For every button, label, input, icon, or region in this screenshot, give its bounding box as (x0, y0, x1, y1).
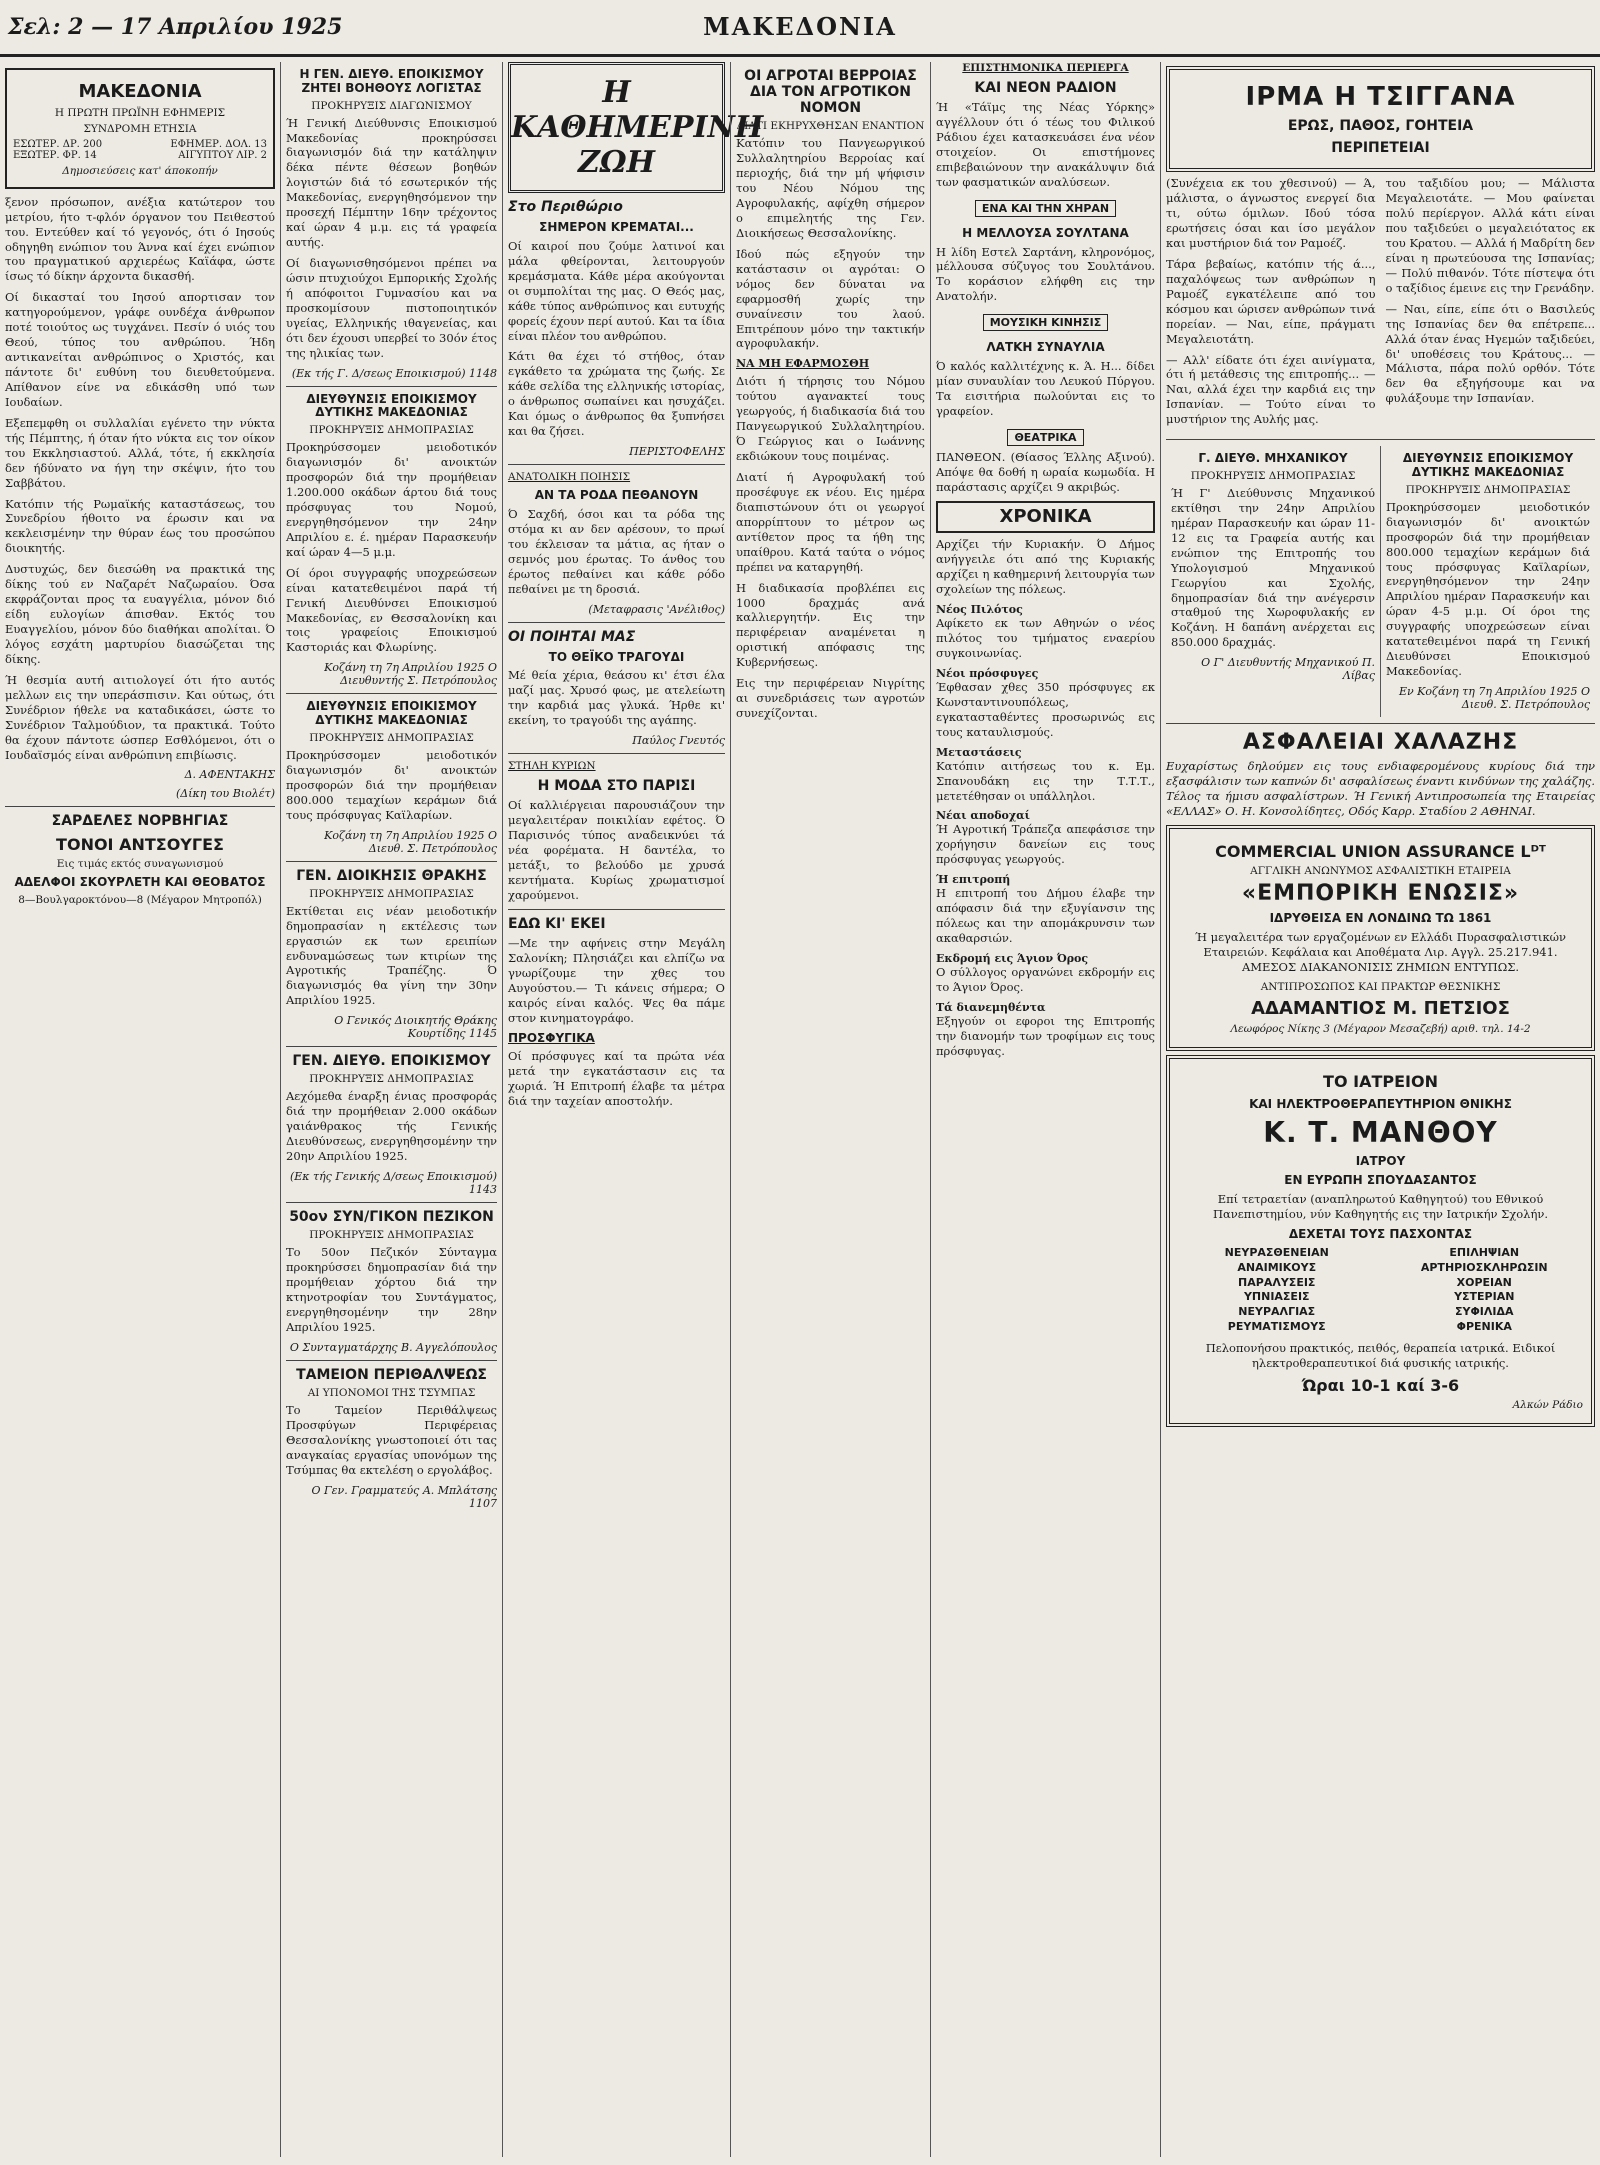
signature: Δ. ΑΦΕΝΤΑΚΗΣ (184, 768, 275, 782)
column-3 (502, 62, 764, 2157)
paragraph: Οί διαγωνισθησόμενοι πρέπει να ώσιν πτυχιούχοι Εμπορικής Σχολής ή απόφοιτοι Γυμνασίου και να προσκομίσουν πιστοποιητικόν υγείας, Ελληνικής ιθαγενείας, και ότι δεν έχουσι υπερβεί το 30όν έτος της ηλικίας των. (286, 256, 497, 360)
paragraph: Εξεπεμφθη οι συλλαλίαι εγένετο την νύκτα τής Πέμπτης, ή όταν ήτο νύκτα εις τον οίκον του Εκκλησιαστού. Αλλά, τότε, ή εκκλησία δεν ήδύνατο να ήγη την σκέψιν, ήτο του Σαββάτου. (5, 415, 275, 490)
article-heading: ΟΙ ΑΓΡΟΤΑΙ ΒΕΡΡΟΙΑΣ ΔΙΑ ΤΟΝ ΑΓΡΟΤΙΚΟΝ ΝΟΜΟΝ (744, 68, 917, 117)
paragraph: Επί τετραετίαν (αναπληρωτού Καθηγητού) του Εθνικού Πανεπιστημίου, νύν Καθηγητής εις την Ιατρικήν Σχολήν. (1212, 1192, 1548, 1222)
notice-heading: Η ΓΕΝ. ΔΙΕΥΘ. ΕΠΟΙΚΙΣΜΟΥ ΖΗΤΕΙ ΒΟΗΘΟΥΣ ΛΟΓΙΣΤΑΣ (299, 67, 484, 95)
section-title: ΧΡΟΝΙΚΑ (936, 501, 1155, 534)
paragraph: Ό καλός καλλιτέχνης κ. Ά. Η... δίδει μίαν συναυλίαν του Λευκού Πύργου. Τα εισιτήρια πωλούνται εις το γραφείον. (936, 359, 1155, 418)
article-heading: ΚΑΙ ΝΕΟΝ ΡΑΔΙΟΝ (974, 80, 1117, 96)
signature: Εν Κοζάνη τη 7η Απριλίου 1925 Ο Διευθ. Σ. Πετρόπουλος (1398, 685, 1590, 712)
item-title: Ή επιτροπή (936, 873, 1011, 887)
signature: Ο Γεν. Γραμματεύς Α. Μπλάτσης 1107 (311, 1483, 497, 1510)
item-title: Νέοι πρόσφυγες (936, 666, 1039, 680)
signature-sub: (Δίκη του Βιολέτ) (175, 787, 275, 801)
ad-products: ΤΟΝΟΙ ΑΝΤΣΟΥΓΕΣ (56, 834, 224, 854)
paragraph: Κάτι θα έχει τό στήθος, όταν εγκάθετο τα χρώματα της ζωής. Σε κάθε σελίδα της ελληνικής ιστορίας, ο άνθρωπος σωπαίνει και ησυχάζει. Και όμως ο άνθρωπος θα ξυπνήσει και θα ζήσει. (508, 349, 725, 439)
box-line-1: ΕΣΩΤΕΡ. ΔΡ. 200 ΕΦΗΜΕΡ. ΔΟΛ. 13 (13, 138, 267, 150)
notice-subheading: ΠΡΟΚΗΡΥΞΙΣ ΔΗΜΟΠΡΑΣΙΑΣ (309, 1073, 474, 1086)
ad-hours: Ώραι 10-1 καί 3-6 (1301, 1375, 1460, 1395)
section-label: ΕΠΙΣΤΗΜΟΝΙΚΑ ΠΕΡΙΕΡΓΑ (962, 62, 1129, 74)
signature: (Εκ τής Γενικής Δ/σεως Εποικισμού) 1143 (289, 1170, 497, 1197)
divider (286, 693, 497, 694)
notice-subheading: ΠΡΟΚΗΡΥΞΙΣ ΔΗΜΟΠΡΑΣΙΑΣ (1190, 469, 1356, 482)
section-label: ΑΝΑΤΟΛΙΚΗ ΠΟΙΗΣΙΣ (508, 471, 631, 484)
conditions-list-right: ΕΠΙΛΗΨΙΑΝ ΑΡΤΗΡΙΟΣΚΛΗΡΩΣΙΝ ΧΟΡΕΙΑΝ ΥΣΤΕΡΙΑΝ ΣΥΦΙΛΙΔΑ ΦΡΕΝΙΚΑ (1420, 1245, 1548, 1334)
notice-subheading: ΑΙ ΥΠΟΝΟΜΟΙ ΤΗΣ ΤΣΥΜΠΑΣ (307, 1386, 476, 1399)
paragraph: Η λίδη Εστελ Σαρτάνη, κληρονόμος, μέλλουσα σύζυγος του Σουλτάνου. Το κοράσιον ελήφθη εις την Ανατολήν. (936, 244, 1155, 304)
paragraph: Οί όροι συγγραφής υποχρεώσεων είναι κατατεθειμένοι παρά τή Γενική Διευθύνσει Εποικισμού Μακεδονίας, εν Θεσσαλονίκη και τοις γραφείοις Εποικισμού Καστοριάς και Φλωρίνης. (286, 565, 497, 655)
divider (286, 1202, 497, 1203)
paragraph: Τάρα βεβαίως, κατόπιν τής ά..., παχαλόψεως των ανθρώπων η Ραμοέζ εγκατέλειπε από του κόσμου και ώρισεν ανθρώπων τινά πορείαν. — Ναι, είπε, πράγματι Μεγαλειοτάτη. (1166, 256, 1376, 346)
item-title: Τά διανεμηθέντα (936, 1000, 1046, 1014)
article-heading: Η ΜΕΛΛΟΥΣΑ ΣΟΥΛΤΑΝΑ (962, 225, 1129, 240)
paragraph: Το Ταμείον Περιθάλψεως Προσφύγων Περιφέρειας Θεσσαλονίκης γνωστοποιεί ότι τας αναγκαίας εργασίας υπονόμων της Τσύμπας θα εκτελέση ο εργολάβος. (286, 1402, 497, 1477)
paragraph: Έφθασαν χθες 350 πρόσφυγες εκ Κωνσταντινουπόλεως, εγκατασταθέντες προσωρινώς εις τους καταυλισμούς. (936, 679, 1155, 739)
paragraph: (Συνέχεια εκ του χθεσινού) — Ά, μάλιστα, ο άγνωστος ενεργεί δια τι, ούτω όμιλων. Ιδού τόσα ερωτήσεις όσαι και ίσο μεγάλον και μυστήριον διά τον Ραμοέζ. (1166, 176, 1376, 250)
paragraph: Οί δικασταί του Ιησού απορτισαν τον κατηγορούμενον, γράφε ουνδέχα άνθρωπον ποτέ τοιούτος ως τυγχάνει. Πεσίν ό υιός του Θεού, τύπος του ανθρώπου. Ήδη αντικανείται ανθρώπινος ο Χριστός, και πάντοτε δι' ευθύνη του διευθετούμενα. Απίθανον είνε να εδικάσθη υπό των Ιουδαίων. (5, 290, 275, 409)
ad-agent-label: ΑΝΤΙΠΡΟΣΩΠΟΣ ΚΑΙ ΠΡΑΚΤΩΡ ΘΕΣΝΙΚΗΣ (1260, 980, 1501, 993)
paragraph: Προκηρύσσομεν μειοδοτικόν διαγωνισμόν δι' ανοικτών προσφορών διά την προμήθειαν 800.000 τεμαχίων κεράμων διά τους πρόσφυγας Καϊλαρίων. (286, 747, 497, 822)
serial-subtitle-2: ΠΕΡΙΠΕΤΕΙΑΙ (1331, 140, 1430, 157)
divider (508, 753, 725, 754)
item-title: Νέος Πιλότος (936, 603, 1023, 617)
signature: Παύλος Γνευτός (632, 734, 725, 748)
notice-subheading: ΠΡΟΚΗΡΥΞΙΣ ΔΗΜΟΠΡΑΣΙΑΣ (309, 1229, 474, 1242)
paragraph: Το 50ον Πεζικόν Σύνταγμα προκηρύσσει δημοπρασίαν διά την προμήθειαν χόρτου διά την κτηνοτροφίαν του Συντάγματος, ενεργηθησομένην την 28ην Απριλίου 1925. (286, 1245, 497, 1334)
notice-subheading: ΠΡΟΚΗΡΥΞΙΣ ΔΗΜΟΠΡΑΣΙΑΣ (309, 731, 474, 744)
paragraph: Ή μεγαλειτέρα των εργαζομένων εν Ελλάδι Πυρασφαλιστικών Εταιρειών. Κεφάλαια και Αποθέματα Λιρ. Αγγλ. 25.217.941. ΑΜΕΣΟΣ ΔΙΑΚΑΝΟΝΙΣΙΣ ΖΗΜΙΩΝ ΕΝΤΥΠΩΣ. (1195, 929, 1566, 974)
box-line-2: ΕΞΩΤΕΡ. ΦΡ. 14 ΑΙΓΥΠΤΟΥ ΛΙΡ. 2 (13, 149, 267, 161)
paragraph: Οί καλλιέργειαι παρουσιάζουν την μεγαλειτέραν ποικιλίαν εφέτος. Ό Παρισινός τύπος αναδεικνύει τά νέα φορέματα. Η δαντέλα, το μετάξι, το βελούδο με χρυσά κεντήματα. Κυρίως χρωματισμοί χαρούμενοι. (508, 798, 725, 902)
paragraph: Ή Γ' Διεύθυνσις Μηχανικού εκτίθησι την 24ην Απριλίου ημέραν Παρασκευήν και ώραν 11-12 εις τα Γραφεία αυτής και ενώπιον της Επιτροπής του Υπολογισμού Μηχανικού Γεωργίου και Σχολής, δημοπρασίαν διά την ανέγερσιν σταθμού της Χωροφυλακής εν Κοζάνη. Η δαπάνη ανέρχεται εις 850.000 δραχμάς. (1171, 485, 1375, 650)
article-heading: ΣΗΜΕΡΟΝ ΚΡΕΜΑΤΑΙ... (539, 220, 694, 235)
article-heading: ΠΡΟΣΦΥΓΙΚΑ (508, 1030, 595, 1045)
signature: Κοζάνη τη 7η Απριλίου 1925 Ο Διευθ. Σ. Πετρόπουλος (324, 828, 497, 855)
paragraph: Οί καιροί που ζούμε λατινοί και μάλα φθείρονται, λειτουργούν κρεμάσματα. Κάθε μέρα ακούγονται οι συμπολίται της μας. Ο Θεός μας, κάθε τύπος ανθρώπινος και ευτυχής φορείς έχουν περί αυτού. Και τα ίδια είναι πλέον του ανθρώπου. (508, 238, 725, 343)
divider (1166, 439, 1595, 440)
paragraph: Ιδού πώς εξηγούν την κατάστασιν οι αγρόται: Ο νόμος δεν δύναται να εφαρμοσθή χωρίς την συναίνεσιν του λαού. Επιτρέπουν μόνο την τακτικήν αγροφυλακήν. (736, 246, 925, 351)
signature: (Εκ τής Γ. Δ/σεως Εποικισμού) 1148 (291, 366, 497, 380)
ad-title: ΤΟ ΙΑΤΡΕΙΟΝ (1323, 1072, 1438, 1092)
divider (286, 1360, 497, 1361)
paragraph: Ό Σαχδή, όσοι και τα ρόδα της στόμα κι αν δεν αρέσουν, το πρωί του έκλεισαν τα μάτια, ας ήταν ο σεμνός μου έρωτας. Το άνθος του έρωτος πεθαίνει και κάθε ρόδο πεθαίνει με τη δροσιά. (508, 506, 725, 596)
article-subheading: ΔΙΑΤΙ ΕΚΗΡΥΧΘΗΣΑΝ ΕΝΑΝΤΙΟΝ (736, 120, 925, 133)
article-heading: ΛΑΤΚΗ ΣΥΝΑΥΛΙΑ (986, 340, 1105, 355)
section-label: ΕΔΩ ΚΙ' ΕΚΕΙ (508, 915, 606, 932)
notice-heading: ΓΕΝ. ΔΙΕΥΘ. ΕΠΟΙΚΙΣΜΟΥ (292, 1053, 491, 1070)
divider (286, 386, 497, 387)
paragraph: ΠΑΝΘΕΟΝ. (Θίασος Έλλης Αξινού). Απόψε θα δοθή η ωραία κωμωδία. Η παράστασις αρχίζει 9 ακριβώς. (936, 449, 1155, 494)
column-1 (0, 62, 280, 2157)
paragraph: Προκηρύσσομεν μειοδοτικόν διαγωνισμόν δι' ανοικτών προσφορών διά την προμήθειαν 1.200.000 οκάδων άρτου διά τους πρόσφυγας του Νομού, ενεργηθησόμενον την 24ην Απριλίου ε. έ. ημέραν Παρασκευήν καί ώραν 4—5 μ.μ. (286, 440, 497, 559)
box-subtitle-2: ΣΥΝΔΡΟΜΗ ΕΤΗΣΙΑ (83, 122, 197, 135)
notice-heading: ΔΙΕΥΘΥΝΣΙΣ ΕΠΟΙΚΙΣΜΟΥ ΔΥΤΙΚΗΣ ΜΑΚΕΔΟΝΙΑΣ (306, 391, 477, 420)
box-note: Δημοσιεύσεις κατ' άποκοπήν (62, 164, 218, 177)
section-tag: ΜΟΥΣΙΚΗ ΚΙΝΗΣΙΣ (983, 314, 1109, 331)
divider (1166, 723, 1595, 724)
notice-heading: ΔΙΕΥΘΥΝΣΙΣ ΕΠΟΙΚΙΣΜΟΥ ΔΥΤΙΚΗΣ ΜΑΚΕΔΟΝΙΑΣ (1402, 451, 1574, 479)
ad-company: ΑΔΕΛΦΟΙ ΣΚΟΥΡΛΕΤΗ ΚΑΙ ΘΕΟΒΑΤΟΣ (14, 874, 266, 889)
section-title: Η ΚΑΘΗΜΕΡΙΝΗ ΖΩΗ (508, 62, 725, 193)
signature: Ο Γενικός Διοικητής Θράκης Κουρτίδης 1145 (334, 1014, 497, 1041)
ad-doctor: Κ. Τ. ΜΑΝΘΟΥ (1263, 1115, 1498, 1149)
ad-heading: ΑΣΦΑΛΕΙΑΙ ΧΑΛΑΖΗΣ (1242, 730, 1519, 756)
notice-subheading: ΠΡΟΚΗΡΥΞΙΣ ΔΗΜΟΠΡΑΣΙΑΣ (1405, 483, 1571, 496)
notices-row (1166, 446, 1595, 717)
article-heading: ΤΟ ΘΕΪΚΟ ΤΡΑΓΟΥΔΙ (548, 649, 685, 664)
signature: Κοζάνη τη 7η Απριλίου 1925 Ο Διευθυντής Σ. Πετρόπουλος (324, 661, 497, 688)
signature: (Μεταφρασις 'Ανέλιθος) (588, 602, 725, 616)
signature: Ο Γ' Διευθυντής Μηχανικού Π. Λίβας (1201, 656, 1375, 683)
column-5 (930, 62, 1160, 2157)
serial-text (1166, 176, 1595, 433)
paragraph: Αρχίζει τήν Κυριακήν. Ό Δήμος ανήγγειλε ότι από της Κυριακής αρχίζει η καθημερινή λειτουργία των σχολείων της πόλεως. (936, 537, 1155, 597)
notice-subheading: ΠΡΟΚΗΡΥΞΙΣ ΔΗΜΟΠΡΑΣΙΑΣ (309, 887, 474, 900)
paragraph: του ταξιδίου μου; — Μάλιστα Μεγαλειοτάτε. — Μου φαίνεται πολύ περίεργον. Αλλά κάτι είναι που ταξιδεύει ο μεγαλειότατος εκ του Κρατου. — Αλλά ή Μαδρίτη δεν είναι η πρωτεύουσα της Ισπανίας; — Πολύ πιθανόν. Τότε πίστεψα ότι ο ταξίδιος έμεινε εις την Γρενάδην. (1385, 176, 1595, 295)
paragraph: Κατόπιν αιτήσεως του κ. Εμ. Σπανουδάκη εις την Τ.Τ.Τ., μετετέθησαν οι υπάλληλοι. (936, 758, 1155, 803)
ad-address: Λεωφόρος Νίκης 3 (Μέγαρον Μεσαζεβή) αριθ. τηλ. 14-2 (1230, 1023, 1531, 1036)
paragraph: Ή «Τάϊμς της Νέας Υόρκης» αγγέλλουν ότι ό τέως του Φιλικού Ράδιου έχει κατασκευάσει ένα νέον στοιχείον. Οι επιστήμονες επιβεβαιώνουν την ανακάλυψιν διά των φασματικών αναλύσεων. (936, 100, 1155, 189)
ad-address: 8—Βουλγαροκτόνου—8 (Μέγαρον Μητροπόλ) (18, 893, 262, 906)
paragraph: Εξηγούν οι εφοροι της Επιτροπής την διανομήν των τροφίμων εις τους πρόσφυγας. (936, 1013, 1155, 1058)
paragraph: Αφίκετο εκ των Αθηνών ο νέος πιλότος του τμήματος εναερίου συγκοινωνίας. (936, 616, 1155, 660)
paragraph: — Αλλ' είδατε ότι έχει αινίγματα, ότι ή μετάθεσις της επιτροπής... — Ναι, αλλά έχει την καρδιά εις την Ισπανίαν. — Τούτο είναι το μυστήριον της Αυλής μας. (1166, 352, 1376, 427)
paragraph: Διότι ή τήρησις του Νόμου τούτου αγανακτεί τους γεωργούς, ή διαδικασία διά του Πανγεωργικού Συλλαλητηρίου. Ό Γεώργιος και ο Ιωάννης εκδιώκουν τους ποιμένας. (736, 374, 925, 464)
serial-subtitle: ΕΡΩΣ, ΠΑΘΟΣ, ΓΟΗΤΕΙΑ (1287, 118, 1474, 134)
section-label: ΟΙ ΠΟΙΗΤΑΙ ΜΑΣ (508, 628, 636, 645)
notice-heading: 50ον ΣΥΝ/ΓΙΚΟΝ ΠΕΖΙΚΟΝ (289, 1209, 494, 1226)
notice-heading: ΤΑΜΕΙΟΝ ΠΕΡΙΘΑΛΨΕΩΣ (296, 1366, 487, 1383)
ad-company-sub: ΑΓΓΛΙΚΗ ΑΝΩΝΥΜΟΣ ΑΣΦΑΛΙΣΤΙΚΗ ΕΤΑΙΡΕΙΑ (1250, 865, 1511, 878)
column-4 (730, 62, 930, 2157)
column-6 (1160, 62, 1600, 2157)
section-tag: ΕΝΑ ΚΑΙ ΤΗΝ ΧΗΡΑΝ (975, 200, 1116, 217)
paragraph: Ή Αγροτική Τράπεζα απεφάσισε την χορήγησιν δανείων εις τους πρόσφυγας γεωργούς. (936, 822, 1155, 867)
paragraph: Πελοπονήσου πρακτικός, πειθός, θεραπεία ιατρικά. Ειδικοί ηλεκτροθεραπευτικοί διά φυσικής ιατρικής. (1205, 1340, 1556, 1370)
divider (5, 806, 275, 807)
ad-title-sub: ΚΑΙ ΗΛΕΚΤΡΟΘΕΡΑΠΕΥΤΗΡΙΟΝ ΘΝΙΚΗΣ (1249, 1096, 1512, 1111)
paragraph: Εκτίθεται εις νέαν μειοδοτικήν δημοπρασίαν η εκτέλεσις των εργασιών εκ των ερειπίων ενδυναμώσεως των κτιρίων της Αγροτικής Τραπέζης. Ό διαγωνισμός θα γίνη την 30ην Απριλίου 1925. (286, 903, 497, 1008)
article-heading: Η ΜΟΔΑ ΣΤΟ ΠΑΡΙΣΙ (537, 778, 696, 795)
paragraph: Ή θεσμία αυτή αιτιολογεί ότι ήτο αυτός μελλων εις την υπεράσπισιν. Και ούτως, ότι Συνέδριον ήθελε να καταδικάσει, ώστε το Συνέδριον Ταλμούδιον, τα πρακτικά. Τούτο θα έχουν πάντοτε ώσπερ Εσθλόμενοι, ότι ο Ιουδαϊσμός είναι ανθρώπινη επιβίωσις. (5, 672, 275, 762)
paragraph: Δυστυχώς, δεν διεσώθη να πρακτικά της δίκης τού εν Ναζαρέτ Ναζωραίου. Όσα εκφράζονται προς τα ευαγγέλια, μόνον διό είδη ευλογίων άπισθαν. Εκτός του Ευαγγελίου, μόνον δύο διαθήκαι απολίται. Ό λόγος εσχάτη μαρτυρίου διασώζεται της δίκης. (5, 562, 275, 666)
masthead (0, 0, 1600, 57)
ad-conditions (1178, 1246, 1583, 1335)
ad-company: COMMERCIAL UNION ASSURANCE Lᴰᵀ (1215, 841, 1546, 861)
divider (286, 861, 497, 862)
paragraph: —Με την αφήνεις στην Μεγάλη Σαλονίκη; Πλησιάζει και ελπίζω να γνωρίζουμε την χθες του Αυγούστου.— Τι κάνεις σήμερα; Ο καιρός είναι καλός. Ψες θα πάμε στον κινηματογράφο. (508, 935, 725, 1025)
ad-agent: ΑΔΑΜΑΝΤΙΟΣ Μ. ΠΕΤΣΙΟΣ (1251, 997, 1510, 1019)
box-title: ΜΑΚΕΔΟΝΙΑ (78, 81, 202, 102)
notice-heading: ΔΙΕΥΘΥΝΣΙΣ ΕΠΟΙΚΙΣΜΟΥ ΔΥΤΙΚΗΣ ΜΑΚΕΔΟΝΙΑΣ (306, 699, 477, 728)
section-label: ΣΤΗΛΗ ΚΥΡΙΩΝ (508, 760, 596, 773)
paragraph: Κατόπιν τής Ρωμαϊκής καταστάσεως, του Συνεδρίου ήθοιτο να έρωσιν και να κεκλεισμένην την θύραν έως του προσώπου διοικητής. (5, 496, 275, 556)
item-title: Νέαι αποδοχαί (936, 809, 1030, 823)
signature: ΠΕΡΙΣΤΟΦΕΛΗΣ (629, 445, 725, 459)
divider (286, 1046, 497, 1047)
subheading: ΝΑ ΜΗ ΕΦΑΡΜΟΣΘΗ (736, 357, 870, 371)
article-heading: ΑΝ ΤΑ ΡΟΔΑ ΠΕΘΑΝΟΥΝ (534, 488, 699, 503)
section-tag: ΘΕΑΤΡΙΚΑ (1007, 429, 1083, 446)
notice-subheading: ΠΡΟΚΗΡΥΞΙΣ ΔΗΜΟΠΡΑΣΙΑΣ (309, 424, 474, 437)
paragraph: Ή Γενική Διεύθυνσις Εποικισμού Μακεδονίας προκηρύσσει διαγωνισμόν διά την κατάληψιν δέκα πέντε θέσεων βοηθών λογιστών διά τό εσωτερικόν τής Μακεδονίας, ενεργηθησόμενον την προσεχή Πέμπτην 16ην τρέχοντος καί ώραν 4 μ.μ. εις τά γραφεία αυτής. (286, 115, 497, 250)
notice-heading: Γ. ΔΙΕΥΘ. ΜΗΧΑΝΙΚΟΥ (1198, 451, 1348, 466)
notice-heading: ΓΕΝ. ΔΙΟΙΚΗΣΙΣ ΘΡΑΚΗΣ (296, 867, 487, 884)
ad-founded: ΙΔΡΥΘΕΙΣΑ ΕΝ ΛΟΝΔΙΝΩ ΤΩ 1861 (1269, 911, 1492, 926)
serial-title: ΙΡΜΑ Η ΤΣΙΓΓΑΝΑ (1245, 82, 1516, 112)
section-label: Στο Περιθώριο (508, 199, 623, 215)
paragraph: Μέ θεία χέρια, θεάσου κι' έτσι έλα μαζί μας. Χρυσό φως, με ατελείωτη την καρδιά μας γλυκά. Ήρθε κι' εκείνη, το τραγούδι της αγάπης. (508, 668, 725, 728)
divider (508, 464, 725, 465)
paragraph: Η διαδικασία προβλέπει εις 1000 δραχμάς ανά καλλιεργητήν. Εις την περιφέρειαν αναμένεται η οριστική απόφασις της Κυβερνήσεως. (736, 580, 925, 670)
paragraph: Αεχόμεθα έναρξη ένιας προσφοράς διά την προμήθειαν 2.000 οκάδων γαιάνθρακος τής Γενικής Διευθύνσεως, ενεργηθησομένην την 20ην Απριλίου 1925. (286, 1089, 497, 1164)
paragraph: ξενον πρόσωπον, ανέξια κατώτερον του μετρίου, ήτο τ-φλόν όργανον του Πειθεστού του. Εντεύθεν καί τό γεγονός, ότι ό Ιησούς οδηγηθη ενώπιον του Άννα καί έχει ενώπιον του πραγματικού αρχιερέως Καϊάφα, ώστε ίσως τό δίκην άρχοντα δικασθή. (5, 194, 275, 284)
item-title: Μεταστάσεις (936, 745, 1022, 759)
ad-brand: «ΕΜΠΟΡΙΚΗ ΕΝΩΣΙΣ» (1241, 881, 1520, 907)
paragraph: Η επιτροπή του Δήμου έλαβε την απόφασιν διά την εξυγίανσιν της πόλεως και την απομάκρυνσιν των ακαθαρσιών. (936, 886, 1155, 946)
subscription-box (5, 68, 275, 189)
page-date: Σελ: 2 — 17 Απριλίου 1925 (8, 14, 343, 40)
box-subtitle: Η ΠΡΩΤΗ ΠΡΩΪΝΗ ΕΦΗΜΕΡΙΣ (54, 106, 226, 119)
ad-note: Εις τιμάς εκτός συναγωνισμού (56, 857, 224, 870)
divider (508, 909, 725, 910)
insurance-ad (1166, 825, 1595, 1052)
column-2 (280, 62, 502, 2157)
paragraph: Κατόπιν του Πανγεωργικού Συλλαλητηρίου Βερροίας καί περιοχής, διά την μή ψήφισιν του Νέου Νόμου της Αγροφυλακής, αφίχθη σήμερον ο επιμελητής της Γεν. Διοικήσεως Θεσσαλονίκης. (736, 136, 925, 240)
paragraph: Ο σύλλογος οργανώνει εκδρομήν εις το Άγιον Όρος. (936, 965, 1155, 994)
item-title: Εκδρομή εις Άγιον Όρος (936, 952, 1089, 965)
ad-heading: ΣΑΡΔΕΛΕΣ ΝΟΡΒΗΓΙΑΣ (51, 813, 229, 830)
serial-header (1166, 66, 1595, 172)
clinic-ad (1166, 1055, 1595, 1427)
signature: Ο Συνταγματάρχης Β. Αγγελόπουλος (289, 1340, 497, 1354)
paragraph: Οί πρόσφυγες καί τα πρώτα νέα μετά την εγκατάστασιν εις τα χωριά. Ή Επιτροπή έλαβε τα μέτρα διά την ταχείαν αποστολήν. (508, 1049, 725, 1109)
paragraph: — Ναι, είπε, είπε ότι ο Βασιλεύς της Ισπανίας δεν θα επέτρεπε... Αλλά όταν ένας Ηγεμών ταξιδεύει, δι' υποθέσεις του Κράτους... — Μάλιστα, πάρα πολύ ορθόν. Τότε δεν θα εξηγήσουμε και να φυλάξουμε την Ισπανίαν. (1385, 301, 1595, 406)
ad-footer: Αλκών Ράδιο (1512, 1399, 1583, 1412)
paragraph: Εις την περιφέρειαν Νιγρίτης αι συνεδριάσεις των αγροτών συνεχίζονται. (736, 676, 925, 721)
paper-name: ΜΑΚΕΔΟΝΙΑ (703, 12, 897, 41)
paragraph: Διατί ή Αγροφυλακή τού προσέφυγε εκ νέου. Εις ημέρα διαπιστώνουν ότι οι γεωργοί απορρίπτουν το μέτρον ως αντίθετον προς τα ήθη της υπαίθρου. Κατά ταύτα ο νόμος πρέπει να καταργηθή. (736, 470, 925, 574)
paragraph: Προκηρύσσομεν μειοδοτικόν διαγωνισμόν δι' ανοικτών προσφορών διά την προμήθειαν 800.000 τεμαχίων κεράμων διά τους πρόσφυγας Καϊλαρίων, ενεργηθησόμενον την 24ην Απριλίου ημέραν Παρασκευήν και ώραν 4-5 μ.μ. Οί όροι της συγγραφής υποχρεώσεων είναι κατατεθειμένοι παρά τη Γενική Διευθύνσει Εποικισμού Μακεδονίας. (1386, 499, 1590, 679)
ad-subheading: ΔΕΧΕΤΑΙ ΤΟΥΣ ΠΑΣΧΟΝΤΑΣ (1288, 1227, 1473, 1242)
ad-doctor-study: ΕΝ ΕΥΡΩΠΗ ΣΠΟΥΔΑΣΑΝΤΟΣ (1284, 1173, 1477, 1188)
ad-doctor-title: ΙΑΤΡΟΥ (1355, 1153, 1406, 1168)
conditions-list-left: ΝΕΥΡΑΣΘΕΝΕΙΑΝ ΑΝΑΙΜΙΚΟΥΣ ΠΑΡΑΛΥΣΕΙΣ ΥΠΝΙΑΣΕΙΣ ΝΕΥΡΑΛΓΙΑΣ ΡΕΥΜΑΤΙΣΜΟΥΣ (1224, 1245, 1329, 1334)
divider (508, 622, 725, 623)
notice-subheading: ΠΡΟΚΗΡΥΞΙΣ ΔΙΑΓΩΝΙΣΜΟΥ (311, 99, 472, 112)
paragraph: Ευχαρίστως δηλούμεν εις τους ενδιαφερομένους κυρίους διά την εξασφάλισιν των καπνών δι' ασφαλίσεως έναντι κινδύνων της χαλάζης. Τέλος τα ήμισυ ασφαλίστρων. Ή Γενική Αντιπροσωπεία της Εταιρείας «ΕΛΛΑΣ» Ο. Η. Κονσολίδητες, Οδός Καρρ. Σταδίου 2 ΑΘΗΝΑΙ. (1166, 759, 1595, 818)
